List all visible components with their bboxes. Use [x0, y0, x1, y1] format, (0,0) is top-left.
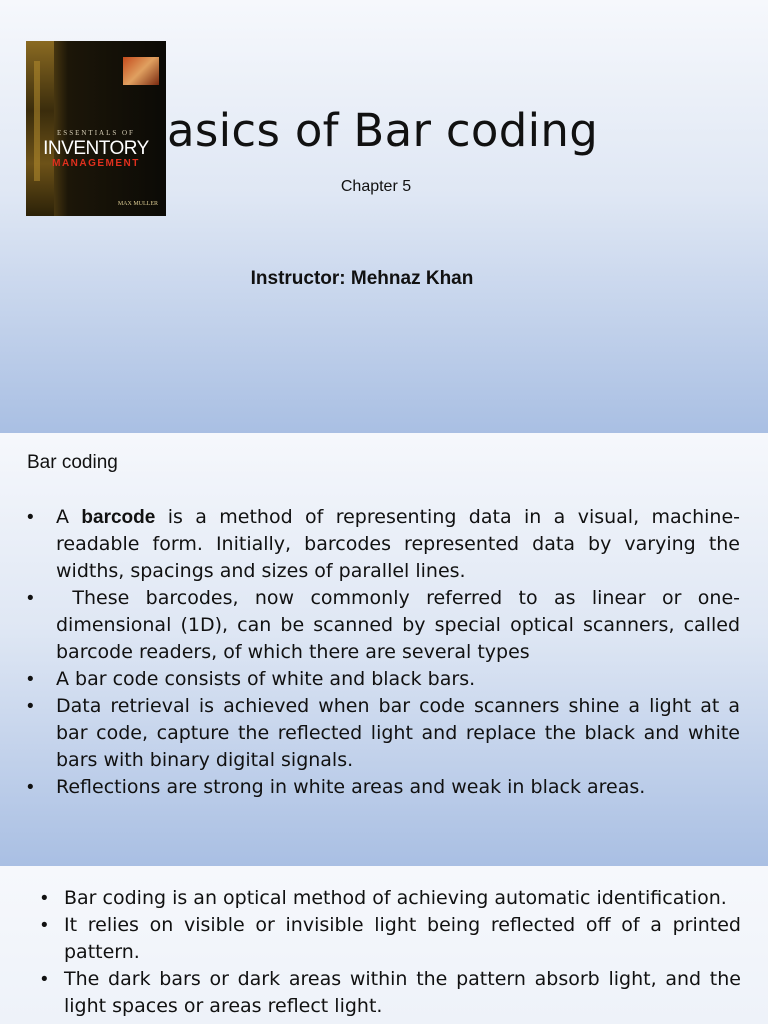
bullet-item: • The dark bars or dark areas within the pattern absorb light, and the light spaces or areas reflect light. — [64, 966, 741, 1020]
title-slide — [0, 0, 768, 433]
cover-management-text: MANAGEMENT — [52, 158, 140, 169]
cover-author-text: MAX MULLER — [117, 201, 158, 207]
instructor-name: Instructor: Mehnaz Khan — [250, 268, 474, 289]
bullet-lead: A — [56, 506, 69, 528]
bullet-bold-term: barcode — [81, 507, 156, 528]
cover-photo-graphic — [123, 57, 159, 85]
bullet-item: • Bar coding is an optical method of achieving automatic identification. — [64, 885, 741, 912]
bullet-text: is a method of representing data in a visual, machine-readable form. Initially, barcodes represented data by varying the widths, spacings and sizes of parallel lines. — [56, 506, 741, 582]
bullet-list — [64, 885, 741, 1020]
cover-inventory-text: INVENTORY — [43, 138, 149, 159]
bullet-list — [56, 504, 740, 801]
cover-essentials-text: ESSENTIALS OF — [57, 129, 135, 137]
slide-subtitle: Chapter 5 — [340, 178, 412, 195]
section-heading: Bar coding — [27, 452, 118, 473]
bullet-item: • Data retrieval is achieved when bar code scanners shine a light at a bar code, capture the reflected light and replace the black and white bars with binary digital signals. — [56, 693, 740, 774]
bullet-item: • Reflections are strong in white areas and weak in black areas. — [56, 774, 740, 801]
bullet-item: • These barcodes, now commonly referred to as linear or one-dimensional (1D), can be scanned by special optical scanners, called barcode readers, of which there are several types — [56, 585, 740, 666]
slide-title: asics of Bar coding — [167, 104, 599, 157]
bullet-item: • A bar code consists of white and black bars. — [56, 666, 740, 693]
bullet-item — [56, 504, 740, 585]
bullet-item: • It relies on visible or invisible light being reflected off of a printed pattern. — [64, 912, 741, 966]
